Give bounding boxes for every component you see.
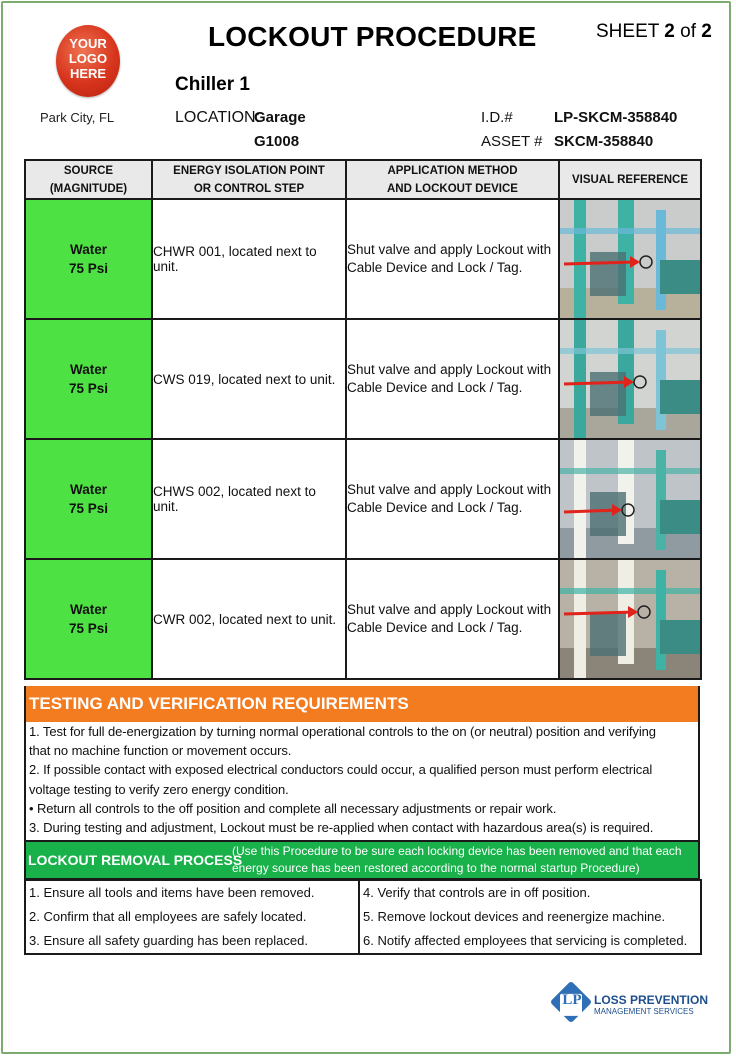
removal-steps-left bbox=[25, 880, 359, 954]
location-room: G1008 bbox=[254, 133, 300, 150]
removal-note-line: (Use this Procedure to be sure each locking device has been removed and that each bbox=[232, 844, 682, 858]
method-line: Shut valve and apply Lockout with bbox=[347, 602, 552, 617]
removal-section-title: LOCKOUT REMOVAL PROCESS bbox=[28, 852, 243, 868]
lockout-table bbox=[24, 159, 702, 680]
isolation-point-cell bbox=[152, 559, 346, 679]
removal-steps-row bbox=[25, 880, 701, 954]
isolation-point: CWS 019, located next to unit. bbox=[153, 371, 336, 387]
source-cell bbox=[25, 439, 152, 559]
removal-step: 5. Remove lockout devices and reenergize machine. bbox=[363, 909, 666, 924]
isolation-point-cell bbox=[152, 199, 346, 319]
valve-photo-icon bbox=[560, 200, 700, 318]
testing-line: voltage testing to verify zero energy condition. bbox=[29, 781, 289, 797]
removal-steps-table bbox=[24, 879, 702, 955]
visual-reference-cell bbox=[559, 559, 701, 679]
method-line: Cable Device and Lock / Tag. bbox=[347, 260, 523, 275]
header-line: APPLICATION METHOD bbox=[387, 164, 518, 177]
table-header-row bbox=[25, 160, 701, 199]
source-type: Water bbox=[69, 482, 107, 497]
visual-reference-cell bbox=[559, 319, 701, 439]
valve-photo-icon bbox=[560, 440, 700, 558]
method-line: Cable Device and Lock / Tag. bbox=[347, 380, 523, 395]
removal-step: 2. Confirm that all employees are safely located. bbox=[29, 909, 307, 924]
removal-step: 4. Verify that controls are in off position. bbox=[363, 885, 591, 900]
source-magnitude: 75 Psi bbox=[68, 261, 109, 276]
visual-reference-cell bbox=[559, 199, 701, 319]
asset-label: ASSET # bbox=[481, 133, 543, 150]
equipment-name: Chiller 1 bbox=[175, 74, 250, 95]
table-row bbox=[25, 439, 701, 559]
sheet-number bbox=[596, 21, 712, 43]
removal-step: 1. Ensure all tools and items have been removed. bbox=[29, 885, 315, 900]
method-line: Cable Device and Lock / Tag. bbox=[347, 620, 523, 635]
sheet-prefix: SHEET bbox=[596, 21, 660, 42]
location-value: Garage bbox=[254, 109, 306, 126]
id-label: I.D.# bbox=[481, 109, 513, 126]
method-cell bbox=[346, 319, 559, 439]
source-cell bbox=[25, 319, 152, 439]
source-type: Water bbox=[69, 362, 107, 377]
table-row bbox=[25, 319, 701, 439]
location-label: LOCATION: bbox=[175, 109, 261, 126]
table-row bbox=[25, 199, 701, 319]
lp-logo-letters: LP bbox=[562, 992, 582, 1008]
method-cell bbox=[346, 199, 559, 319]
testing-line: 3. During testing and adjustment, Lockout must be re-applied when contact with hazardous area(s) is required. bbox=[29, 820, 654, 836]
isolation-point: CHWR 001, located next to unit. bbox=[153, 244, 317, 274]
testing-line: • Return all controls to the off position and complete all necessary adjustments or repair work. bbox=[29, 800, 557, 816]
logo-line: YOUR bbox=[69, 36, 107, 51]
removal-note-line: energy source has been restored according to the normal startup Procedure) bbox=[232, 861, 640, 875]
isolation-point: CWR 002, located next to unit. bbox=[153, 611, 337, 627]
source-type: Water bbox=[69, 242, 107, 257]
company-logo-placeholder bbox=[56, 25, 120, 97]
logo-line: HERE bbox=[69, 66, 107, 81]
method-line: Shut valve and apply Lockout with bbox=[347, 482, 552, 497]
removal-steps-right bbox=[359, 880, 701, 954]
testing-requirements bbox=[24, 722, 700, 840]
method-cell bbox=[346, 439, 559, 559]
logo-line: LOGO bbox=[68, 51, 108, 66]
sheet-total: 2 bbox=[701, 21, 712, 42]
id-value: LP-SKCM-358840 bbox=[554, 109, 678, 126]
city-label: Park City, FL bbox=[40, 110, 115, 125]
source-cell bbox=[25, 199, 152, 319]
method-line: Shut valve and apply Lockout with bbox=[347, 242, 552, 257]
source-type: Water bbox=[69, 602, 107, 617]
removal-note bbox=[232, 843, 692, 877]
sheet-current: 2 bbox=[664, 21, 675, 42]
company-name: LOSS PREVENTION bbox=[594, 993, 709, 1007]
method-line: Cable Device and Lock / Tag. bbox=[347, 500, 523, 515]
removal-section-header bbox=[24, 840, 700, 880]
source-magnitude: 75 Psi bbox=[68, 501, 109, 516]
source-magnitude: 75 Psi bbox=[68, 621, 109, 636]
header-line: ENERGY ISOLATION POINT bbox=[173, 164, 325, 177]
testing-line: that no machine function or movement occurs. bbox=[29, 743, 292, 759]
valve-photo-icon bbox=[560, 320, 700, 438]
header-line: (MAGNITUDE) bbox=[49, 182, 128, 195]
source-cell bbox=[25, 559, 152, 679]
testing-section-title: TESTING AND VERIFICATION REQUIREMENTS bbox=[24, 686, 700, 722]
testing-line: 2. If possible contact with exposed electrical conductors could occur, a qualified person must perform electrical bbox=[29, 762, 653, 778]
sheet-of: of bbox=[680, 21, 697, 42]
document-title: LOCKOUT PROCEDURE bbox=[208, 21, 537, 52]
valve-photo-icon bbox=[560, 560, 700, 678]
asset-value: SKCM-358840 bbox=[554, 133, 654, 150]
method-cell bbox=[346, 559, 559, 679]
header-line: SOURCE bbox=[63, 164, 114, 177]
table-row bbox=[25, 559, 701, 679]
method-line: Shut valve and apply Lockout with bbox=[347, 362, 552, 377]
source-magnitude: 75 Psi bbox=[68, 381, 109, 396]
header-line: AND LOCKOUT DEVICE bbox=[387, 182, 518, 195]
isolation-point-cell bbox=[152, 439, 346, 559]
testing-line: 1. Test for full de-energization by turning normal operational controls to the on (or neutral) position and verifying bbox=[29, 724, 656, 739]
removal-step: 3. Ensure all safety guarding has been replaced. bbox=[29, 933, 308, 948]
header-source bbox=[25, 160, 152, 199]
header-isolation bbox=[152, 160, 346, 199]
header-line: OR CONTROL STEP bbox=[193, 182, 305, 195]
visual-reference-cell bbox=[559, 439, 701, 559]
isolation-point: CHWS 002, located next to unit. bbox=[153, 484, 316, 514]
company-subname: MANAGEMENT SERVICES bbox=[594, 1007, 694, 1016]
removal-step: 6. Notify affected employees that servicing is completed. bbox=[363, 933, 688, 948]
header-visual bbox=[559, 160, 701, 199]
header-line: VISUAL REFERENCE bbox=[571, 173, 689, 186]
header-method bbox=[346, 160, 559, 199]
isolation-point-cell bbox=[152, 319, 346, 439]
loss-prevention-logo bbox=[554, 985, 714, 1025]
